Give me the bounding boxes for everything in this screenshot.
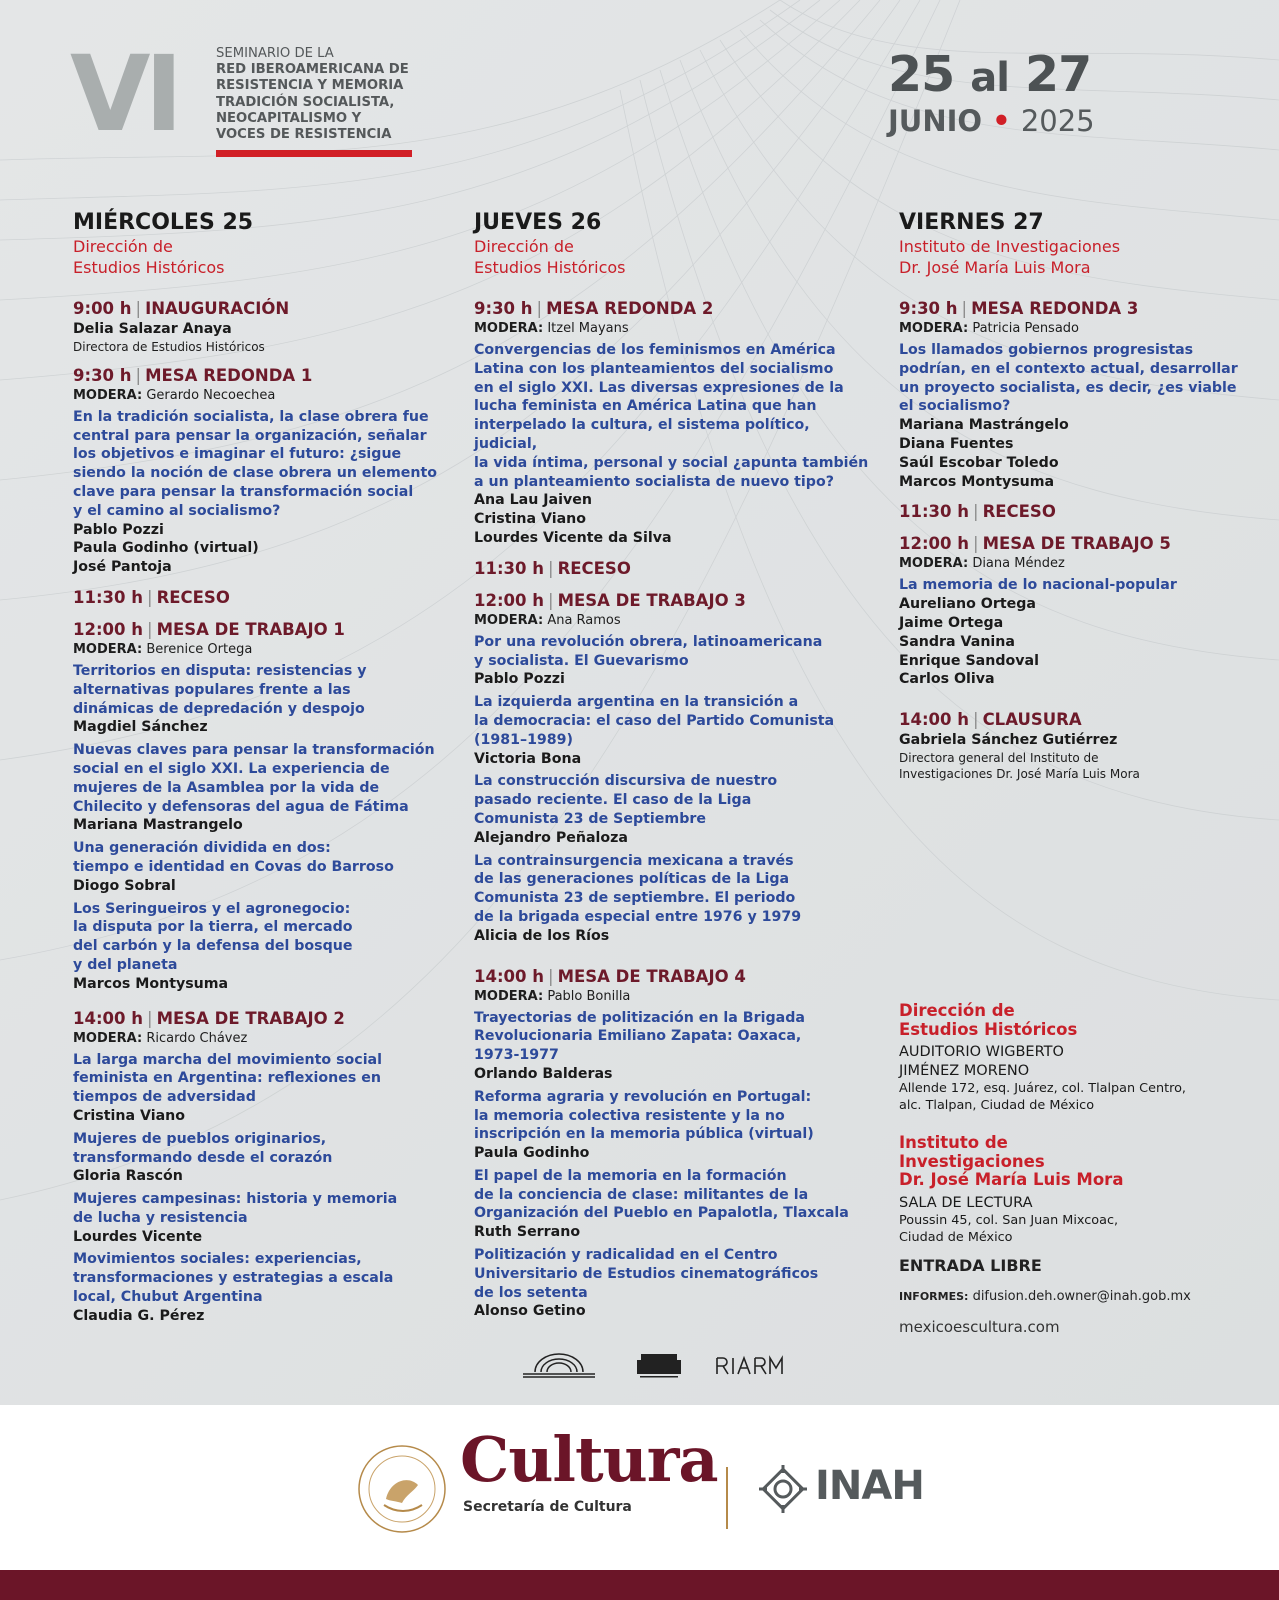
- session-slot: 12:00 h | MESA DE TRABAJO 3: [474, 590, 746, 610]
- contact-email[interactable]: difusion.deh.owner@inah.gob.mx: [972, 1289, 1191, 1304]
- day-title: MIÉRCOLES 25: [73, 210, 254, 235]
- session-slot: 11:30 h | RECESO: [899, 502, 1056, 522]
- venue-info: Dirección de Estudios Históricos AUDITORIO WIGBERTO JIMÉNEZ MORENO Allende 172, esq. Juárez, col. Tlalpan Centro, alc. Tlalpan, Ciudad de México Instituto de Investigaciones Dr. José María Luis Mora SALA DE LECTURA Poussin 45, col. San Juan Mixcoac, Ciudad de México ENTRADA LIBRE INFORMES: difusion.deh.owner@inah.gob.mx mexicoescultura.com: [899, 1002, 1239, 1336]
- session-slot: 9:30 h | MESA REDONDA 1: [73, 365, 313, 385]
- secretaria-label: Secretaría de Cultura: [463, 1499, 632, 1515]
- footer: [0, 1405, 1279, 1570]
- seminar-title: SEMINARIO DE LA RED IBEROAMERICANA DE RESISTENCIA Y MEMORIA TRADICIÓN SOCIALISTA, NEOCAPITALISMO Y VOCES DE RESISTENCIA: [216, 46, 409, 143]
- session-slot: 9:30 h | MESA REDONDA 3: [899, 299, 1139, 318]
- contact-info: INFORMES: difusion.deh.owner@inah.gob.mx: [899, 1289, 1191, 1304]
- day-column-friday: VIERNES 27 Instituto de Investigaciones Dr. José María Luis Mora 9:30 h | MESA REDONDA 3 MODERA: Patricia Pensado Los llamados gobiernos progresistas podrían, en el contexto actual, desarrollar un proyecto socialista, es decir, ¿es viable el socialismo? Mariana Mastrángelo Diana Fuentes Saúl Escobar Toledo Marcos Montysuma 11:30 h | RECESO 12:00 h | MESA DE TRABAJO 5 MODERA: Diana Méndez La memoria de lo nacional-popular Aureliano Ortega Jaime Ortega Sandra Vanina Enrique Sandoval Carlos Oliva 14:00 h | CLAUSURA Gabriela Sánchez Gutiérrez Directora general del Instituto de Investigaciones Dr. José María Luis Mora: [899, 210, 1249, 782]
- mora-logo-icon: [637, 1354, 681, 1378]
- session-slot: 9:00 h | INAUGURACIÓN: [73, 299, 290, 318]
- event-dates: 25 al 27 JUNIO • 2025: [888, 46, 1095, 138]
- logo-divider: [726, 1467, 728, 1529]
- mexican-seal-icon: [356, 1443, 448, 1535]
- cultura-logo: Cultura: [460, 1423, 718, 1496]
- session-slot: 14:00 h | MESA DE TRABAJO 4: [474, 966, 746, 986]
- day-column-thursday: JUEVES 26 Dirección de Estudios Históricos 9:30 h | MESA REDONDA 2 MODERA: Itzel Mayans Convergencias de los feminismos en América Latina con los planteamientos del socialismo en el siglo XXI. Las diversas expresiones de la lucha feminista en América Latina que han interpelado la cultura, el sistema político, judicial, la vida íntima, personal y social ¿apunta también a un planteamiento socialista de nuevo tipo? Ana Lau Jaiven Cristina Viano Lourdes Vicente da Silva 11:30 h | RECESO 12:00 h | MESA DE TRABAJO 3 MODERA: Ana Ramos Por una revolución obrera, latinoamericana y socialista. El Guevarismo Pablo Pozzi La izquierda argentina en la transición a la democracia: el caso del Partido Comunista (1981–1989) Victoria Bona La construcción discursiva de nuestro pasado reciente. El caso de la Liga Comunista 23 de Septiembre Alejandro Peñaloza La contrainsurgencia mexicana a través de las generaciones políticas de la Liga Comunista 23 de septiembre. El periodo de la brigada especial entre 1976 y 1979 Alicia de los Ríos 14:00 h | MESA DE TRABAJO 4 MODERA: Pablo Bonilla Trayectorias de politización en la Brigada Revolucionaria Emiliano Zapata: Oaxaca, 1973-1977 Orlando Balderas Reforma agraria y revolución en Portugal: la memoria colectiva resistente y la no inscripción en la memoria pública (virtual) Paula Godinho El papel de la memoria en la formación de la conciencia de clase: militantes de la Organización del Pueblo en Papalotla, Tlaxcala Ruth Serrano Politización y radicalidad en el Centro Universitario de Estudios cinematográficos de los setenta Alonso Getino: [474, 210, 874, 1321]
- roman-numeral: VI: [70, 33, 178, 155]
- title-underline: [216, 150, 412, 157]
- institution-logos: [515, 1346, 795, 1388]
- deh-logo-icon: [523, 1354, 595, 1377]
- session-slot: 14:00 h | CLAUSURA: [899, 710, 1082, 730]
- session-slot: 11:30 h | RECESO: [73, 587, 230, 607]
- session-slot: 11:30 h | RECESO: [474, 558, 631, 578]
- session-slot: 9:30 h | MESA REDONDA 2: [474, 299, 714, 318]
- session-slot: 12:00 h | MESA DE TRABAJO 1: [73, 619, 345, 639]
- inah-emblem-icon: [755, 1461, 811, 1517]
- day-title: JUEVES 26: [474, 210, 602, 235]
- session-slot: 14:00 h | MESA DE TRABAJO 2: [73, 1008, 345, 1028]
- riarm-logo-icon: [717, 1358, 782, 1374]
- day-column-wednesday: MIÉRCOLES 25 Dirección de Estudios Históricos 9:00 h | INAUGURACIÓN Delia Salazar Anaya Directora de Estudios Históricos 9:30 h | MESA REDONDA 1 MODERA: Gerardo Necoechea En la tradición socialista, la clase obrera fue central para pensar la organización, señalar los objetivos e imaginar el futuro: ¿sigue siendo la noción de clase obrera un elemento clave para pensar la transformación social y el camino al socialismo? Pablo Pozzi Paula Godinho (virtual) José Pantoja 11:30 h | RECESO 12:00 h | MESA DE TRABAJO 1 MODERA: Berenice Ortega Territorios en disputa: resistencias y alternativas populares frente a las dinámicas de depredación y despojo Magdiel Sánchez Nuevas claves para pensar la transformación social en el siglo XXI. La experiencia de mujeres de la Asamblea por la vida de Chilecito y defensoras del agua de Fátima Mariana Mastrangelo Una generación dividida en dos: tiempo e identidad en Covas do Barroso Diogo Sobral Los Seringueiros y el agronegocio: la disputa por la tierra, el mercado del carbón y la defensa del bosque y del planeta Marcos Montysuma 14:00 h | MESA DE TRABAJO 2 MODERA: Ricardo Chávez La larga marcha del movimiento social feminista en Argentina: reflexiones en tiempos de adversidad Cristina Viano Mujeres de pueblos originarios, transformando desde el corazón Gloria Rascón Mujeres campesinas: historia y memoria de lucha y resistencia Lourdes Vicente Movimientos sociales: experiencias, transformaciones y estrategias a escala local, Chubut Argentina Claudia G. Pérez: [73, 210, 443, 1326]
- free-entry: ENTRADA LIBRE: [899, 1256, 1042, 1275]
- inah-logo: INAH: [815, 1463, 924, 1509]
- bottom-bar: [0, 1570, 1279, 1600]
- website-link[interactable]: mexicoescultura.com: [899, 1318, 1060, 1336]
- day-title: VIERNES 27: [899, 210, 1044, 235]
- session-slot: 12:00 h | MESA DE TRABAJO 5: [899, 534, 1171, 554]
